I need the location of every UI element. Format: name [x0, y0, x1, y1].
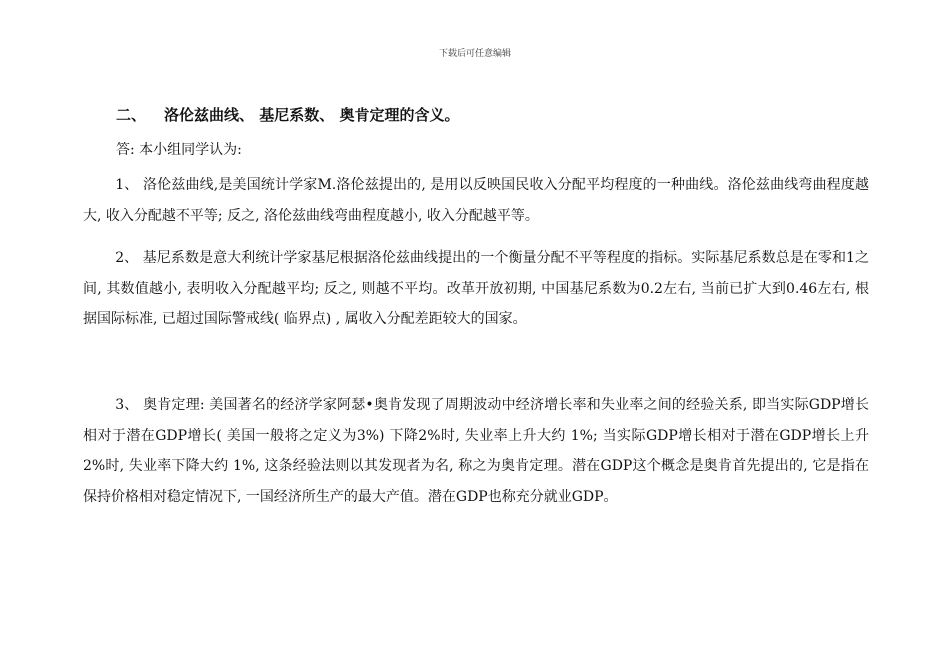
section-number: 二、 [116, 106, 147, 124]
section-heading [116, 104, 459, 125]
paragraph-gini [83, 243, 869, 335]
paragraph-okun [83, 390, 869, 512]
paragraph-text: 1、 洛伦兹曲线,是美国统计学家M.洛伦兹提出的, 是用以反映国民收入分配平均程度的一种曲线。洛伦兹曲线弯曲程度越大, 收入分配越不平等; 反之, 洛伦兹曲线弯曲程度越小, 收入分配越平等。 [83, 177, 869, 224]
header-watermark: 下载后可任意编辑 [438, 49, 511, 59]
section-title: 洛伦兹曲线、 基尼系数、 奥肯定理的含义。 [164, 106, 460, 124]
paragraph-text: 2、 基尼系数是意大利统计学家基尼根据洛伦兹曲线提出的一个衡量分配不平等程度的指标。实际基尼系数总是在零和1之间, 其数值越小, 表明收入分配越平均; 反之, 则越不平均。改革开放初期, 中国基尼系数为0.2左右, 当前已扩大到0.46左右, 根据国际标准, 已超过国际警戒线( 临界点) , 属收入分配差距较大的国家。 [83, 250, 869, 327]
paragraph-lorenz [83, 170, 869, 231]
paragraph-text: 3、 奥肯定理: 美国著名的经济学家阿瑟•奥肯发现了周期波动中经济增长率和失业率之间的经验关系, 即当实际GDP增长相对于潜在GDP增长( 美国一般将之定义为3%) 下降2%时, 失业率上升大约 1%; 当实际GDP增长相对于潜在GDP增长上升2%时, 失业率下降大约 1%, 这条经验法则以其发现者为名, 称之为奥肯定理。潜在GDP这个概念是奥肯首先提出的, 它是指在保持价格相对稳定情况下, 一国经济所生产的最大产值。潜在GDP也称充分就业GDP。 [83, 397, 869, 505]
answer-intro: 答: 本小组同学认为: [116, 142, 242, 158]
